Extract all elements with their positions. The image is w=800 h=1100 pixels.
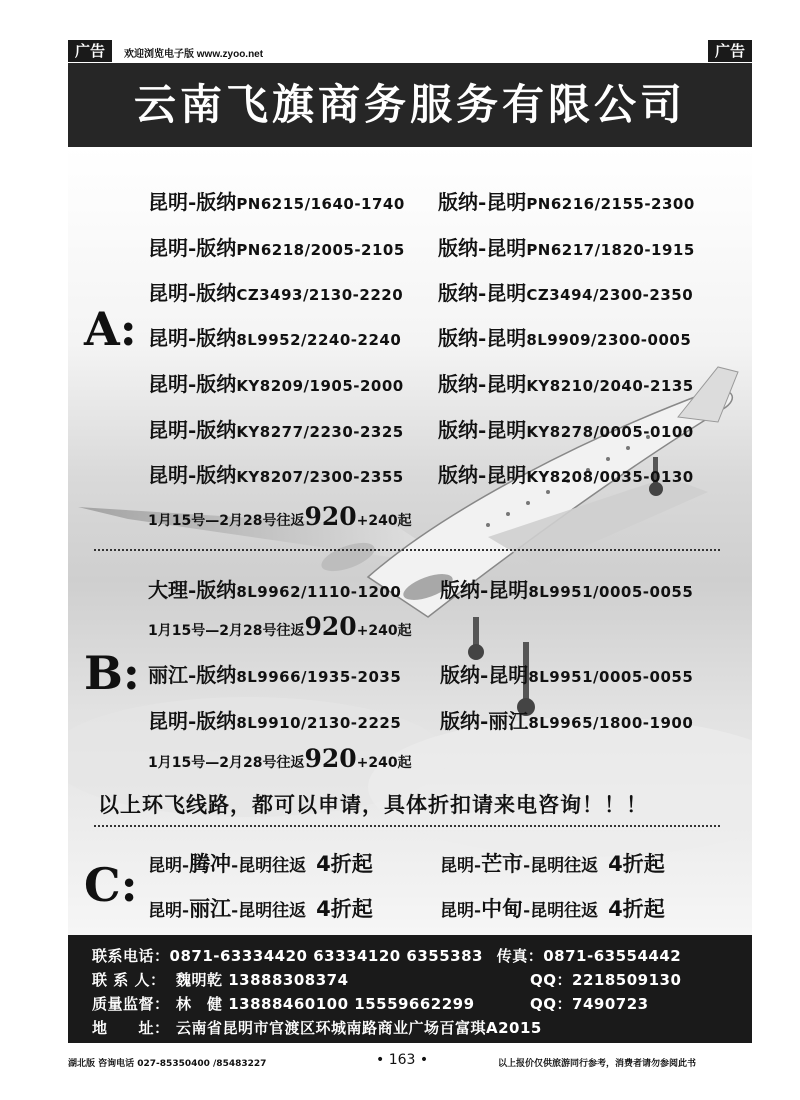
route-right-name: 版纳-昆明 bbox=[438, 190, 527, 214]
route-city: 中甸 bbox=[481, 897, 524, 921]
person-value: 魏明乾 13888308374 bbox=[176, 971, 349, 989]
section-a-letter: A: bbox=[84, 302, 137, 356]
phone-value: 0871-63334420 63334120 6355383 bbox=[169, 947, 483, 965]
route-discount: 4折起 bbox=[608, 897, 665, 921]
contact-row-supervisor bbox=[92, 993, 752, 1017]
route-row bbox=[148, 659, 401, 688]
route-row bbox=[438, 186, 695, 215]
route-left-name: 昆明-版纳 bbox=[148, 709, 237, 733]
route-left-name: 昆明-版纳 bbox=[148, 281, 237, 305]
route-left-name: 昆明-版纳 bbox=[148, 190, 237, 214]
route-left-code: PN6215/1640-1740 bbox=[236, 195, 405, 213]
contact-box bbox=[68, 935, 752, 1043]
route-prefix: 昆明- bbox=[148, 856, 190, 876]
footer-disclaimer: 以上报价仅供旅游同行参考，消费者请勿参阅此书 bbox=[498, 1059, 697, 1069]
route-left-code: 8L9910/2130-2225 bbox=[236, 714, 402, 732]
route-right-code: 8L9951/0005-0055 bbox=[528, 668, 694, 686]
site-url: 欢迎浏览电子版 www.zyoo.net bbox=[124, 49, 264, 60]
route-right-name: 版纳-昆明 bbox=[440, 663, 529, 687]
address-label: 地 址： bbox=[92, 1019, 170, 1037]
section-b-letter: B: bbox=[84, 646, 140, 700]
section-divider bbox=[94, 825, 720, 827]
section-c-letter: C: bbox=[84, 858, 138, 912]
route-left-code: KY8277/2230-2325 bbox=[236, 423, 404, 441]
route-left-name: 昆明-版纳 bbox=[148, 326, 237, 350]
route-right-code: KY8208/0035-0130 bbox=[526, 468, 694, 486]
route-suffix: -昆明往返 bbox=[523, 901, 599, 921]
route-left-name: 大理-版纳 bbox=[148, 578, 237, 602]
ad-tag-left: 广告 bbox=[68, 40, 112, 62]
address-value: 云南省昆明市官渡区环城南路商业广场百富琪A2015 bbox=[176, 1019, 542, 1037]
promo-price: 920 bbox=[304, 502, 357, 531]
route-suffix: -昆明往返 bbox=[231, 901, 307, 921]
route-right-name: 版纳-昆明 bbox=[438, 463, 527, 487]
discount-route bbox=[440, 893, 665, 923]
route-row bbox=[148, 186, 405, 215]
company-banner: 云南飞旗商务服务有限公司 bbox=[68, 63, 752, 147]
route-row bbox=[148, 705, 401, 734]
route-prefix: 昆明- bbox=[440, 901, 482, 921]
route-row bbox=[438, 414, 694, 443]
route-left-code: 8L9962/1110-1200 bbox=[236, 583, 402, 601]
route-right-name: 版纳-昆明 bbox=[438, 326, 527, 350]
route-row bbox=[148, 414, 404, 443]
route-row bbox=[148, 277, 403, 306]
route-right-name: 版纳-昆明 bbox=[440, 578, 529, 602]
route-city: 芒市 bbox=[481, 852, 524, 876]
page-number: • 163 • bbox=[376, 1052, 429, 1068]
route-left-name: 昆明-版纳 bbox=[148, 236, 237, 260]
route-suffix: -昆明往返 bbox=[231, 856, 307, 876]
route-left-code: KY8209/1905-2000 bbox=[236, 377, 404, 395]
supervisor-value: 林 健 13888460100 15559662299 bbox=[176, 995, 475, 1013]
route-row bbox=[148, 574, 401, 603]
contact-row-phone bbox=[92, 945, 752, 969]
route-left-code: 8L9952/2240-2240 bbox=[236, 331, 402, 349]
promo-text: 1月15号—2月28号往返 bbox=[148, 513, 305, 529]
route-row bbox=[440, 705, 693, 734]
route-right-code: 8L9965/1800-1900 bbox=[528, 714, 694, 732]
route-left-code: PN6218/2005-2105 bbox=[236, 241, 405, 259]
promo-extra: +240起 bbox=[356, 513, 412, 529]
route-suffix: -昆明往返 bbox=[523, 856, 599, 876]
route-row bbox=[148, 459, 404, 488]
route-row bbox=[438, 277, 693, 306]
route-discount: 4折起 bbox=[608, 852, 665, 876]
route-row bbox=[148, 322, 401, 351]
route-left-code: 8L9966/1935-2035 bbox=[236, 668, 402, 686]
promo-line bbox=[148, 744, 412, 773]
route-discount: 4折起 bbox=[316, 852, 373, 876]
qq1-label: QQ： bbox=[530, 971, 573, 989]
route-row bbox=[440, 574, 693, 603]
route-row bbox=[438, 322, 691, 351]
route-row bbox=[148, 368, 404, 397]
qq1-value: 2218509130 bbox=[572, 971, 682, 989]
route-city: 丽江 bbox=[189, 897, 232, 921]
section-divider bbox=[94, 549, 720, 551]
route-right-name: 版纳-丽江 bbox=[440, 709, 529, 733]
discount-route bbox=[440, 848, 665, 878]
promo-text: 1月15号—2月28号往返 bbox=[148, 623, 305, 639]
route-left-name: 昆明-版纳 bbox=[148, 463, 237, 487]
ad-tag-right: 广告 bbox=[708, 40, 752, 62]
notice-text: 以上环飞线路，都可以申请，具体折扣请来电咨询！！！ bbox=[98, 793, 648, 817]
route-right-code: KY8210/2040-2135 bbox=[526, 377, 694, 395]
fax-label: 传真： bbox=[496, 947, 544, 965]
route-right-name: 版纳-昆明 bbox=[438, 372, 527, 396]
fax-value: 0871-63554442 bbox=[543, 947, 682, 965]
qq2-value: 7490723 bbox=[572, 995, 649, 1013]
route-row bbox=[148, 232, 405, 261]
route-row bbox=[438, 368, 694, 397]
route-row bbox=[438, 459, 694, 488]
promo-price: 920 bbox=[304, 612, 357, 641]
route-right-code: CZ3494/2300-2350 bbox=[526, 286, 694, 304]
discount-route bbox=[148, 893, 373, 923]
route-row bbox=[440, 659, 693, 688]
route-prefix: 昆明- bbox=[148, 901, 190, 921]
route-right-name: 版纳-昆明 bbox=[438, 418, 527, 442]
route-right-name: 版纳-昆明 bbox=[438, 281, 527, 305]
route-city: 腾冲 bbox=[189, 852, 232, 876]
route-left-code: CZ3493/2130-2220 bbox=[236, 286, 404, 304]
route-left-code: KY8207/2300-2355 bbox=[236, 468, 404, 486]
route-left-name: 昆明-版纳 bbox=[148, 418, 237, 442]
route-prefix: 昆明- bbox=[440, 856, 482, 876]
qq2-label: QQ： bbox=[530, 995, 573, 1013]
promo-extra: +240起 bbox=[356, 623, 412, 639]
promo-price: 920 bbox=[304, 744, 357, 773]
promo-extra: +240起 bbox=[356, 755, 412, 771]
phone-label: 联系电话： bbox=[92, 947, 170, 965]
footer-hotline: 湖北版 咨询电话 027-85350400 /85483227 bbox=[68, 1059, 267, 1069]
route-right-code: PN6217/1820-1915 bbox=[526, 241, 695, 259]
contact-row-address bbox=[92, 1017, 752, 1041]
route-discount: 4折起 bbox=[316, 897, 373, 921]
promo-text: 1月15号—2月28号往返 bbox=[148, 755, 305, 771]
promo-line bbox=[148, 612, 412, 641]
route-row bbox=[438, 232, 695, 261]
route-left-name: 昆明-版纳 bbox=[148, 372, 237, 396]
route-right-code: PN6216/2155-2300 bbox=[526, 195, 695, 213]
discount-route bbox=[148, 848, 373, 878]
route-right-code: KY8278/0005-0100 bbox=[526, 423, 694, 441]
supervisor-label: 质量监督： bbox=[92, 995, 170, 1013]
contact-row-person bbox=[92, 969, 752, 993]
route-right-code: 8L9951/0005-0055 bbox=[528, 583, 694, 601]
route-right-name: 版纳-昆明 bbox=[438, 236, 527, 260]
person-label: 联 系 人： bbox=[92, 971, 166, 989]
route-left-name: 丽江-版纳 bbox=[148, 663, 237, 687]
route-right-code: 8L9909/2300-0005 bbox=[526, 331, 692, 349]
promo-line bbox=[148, 502, 412, 531]
